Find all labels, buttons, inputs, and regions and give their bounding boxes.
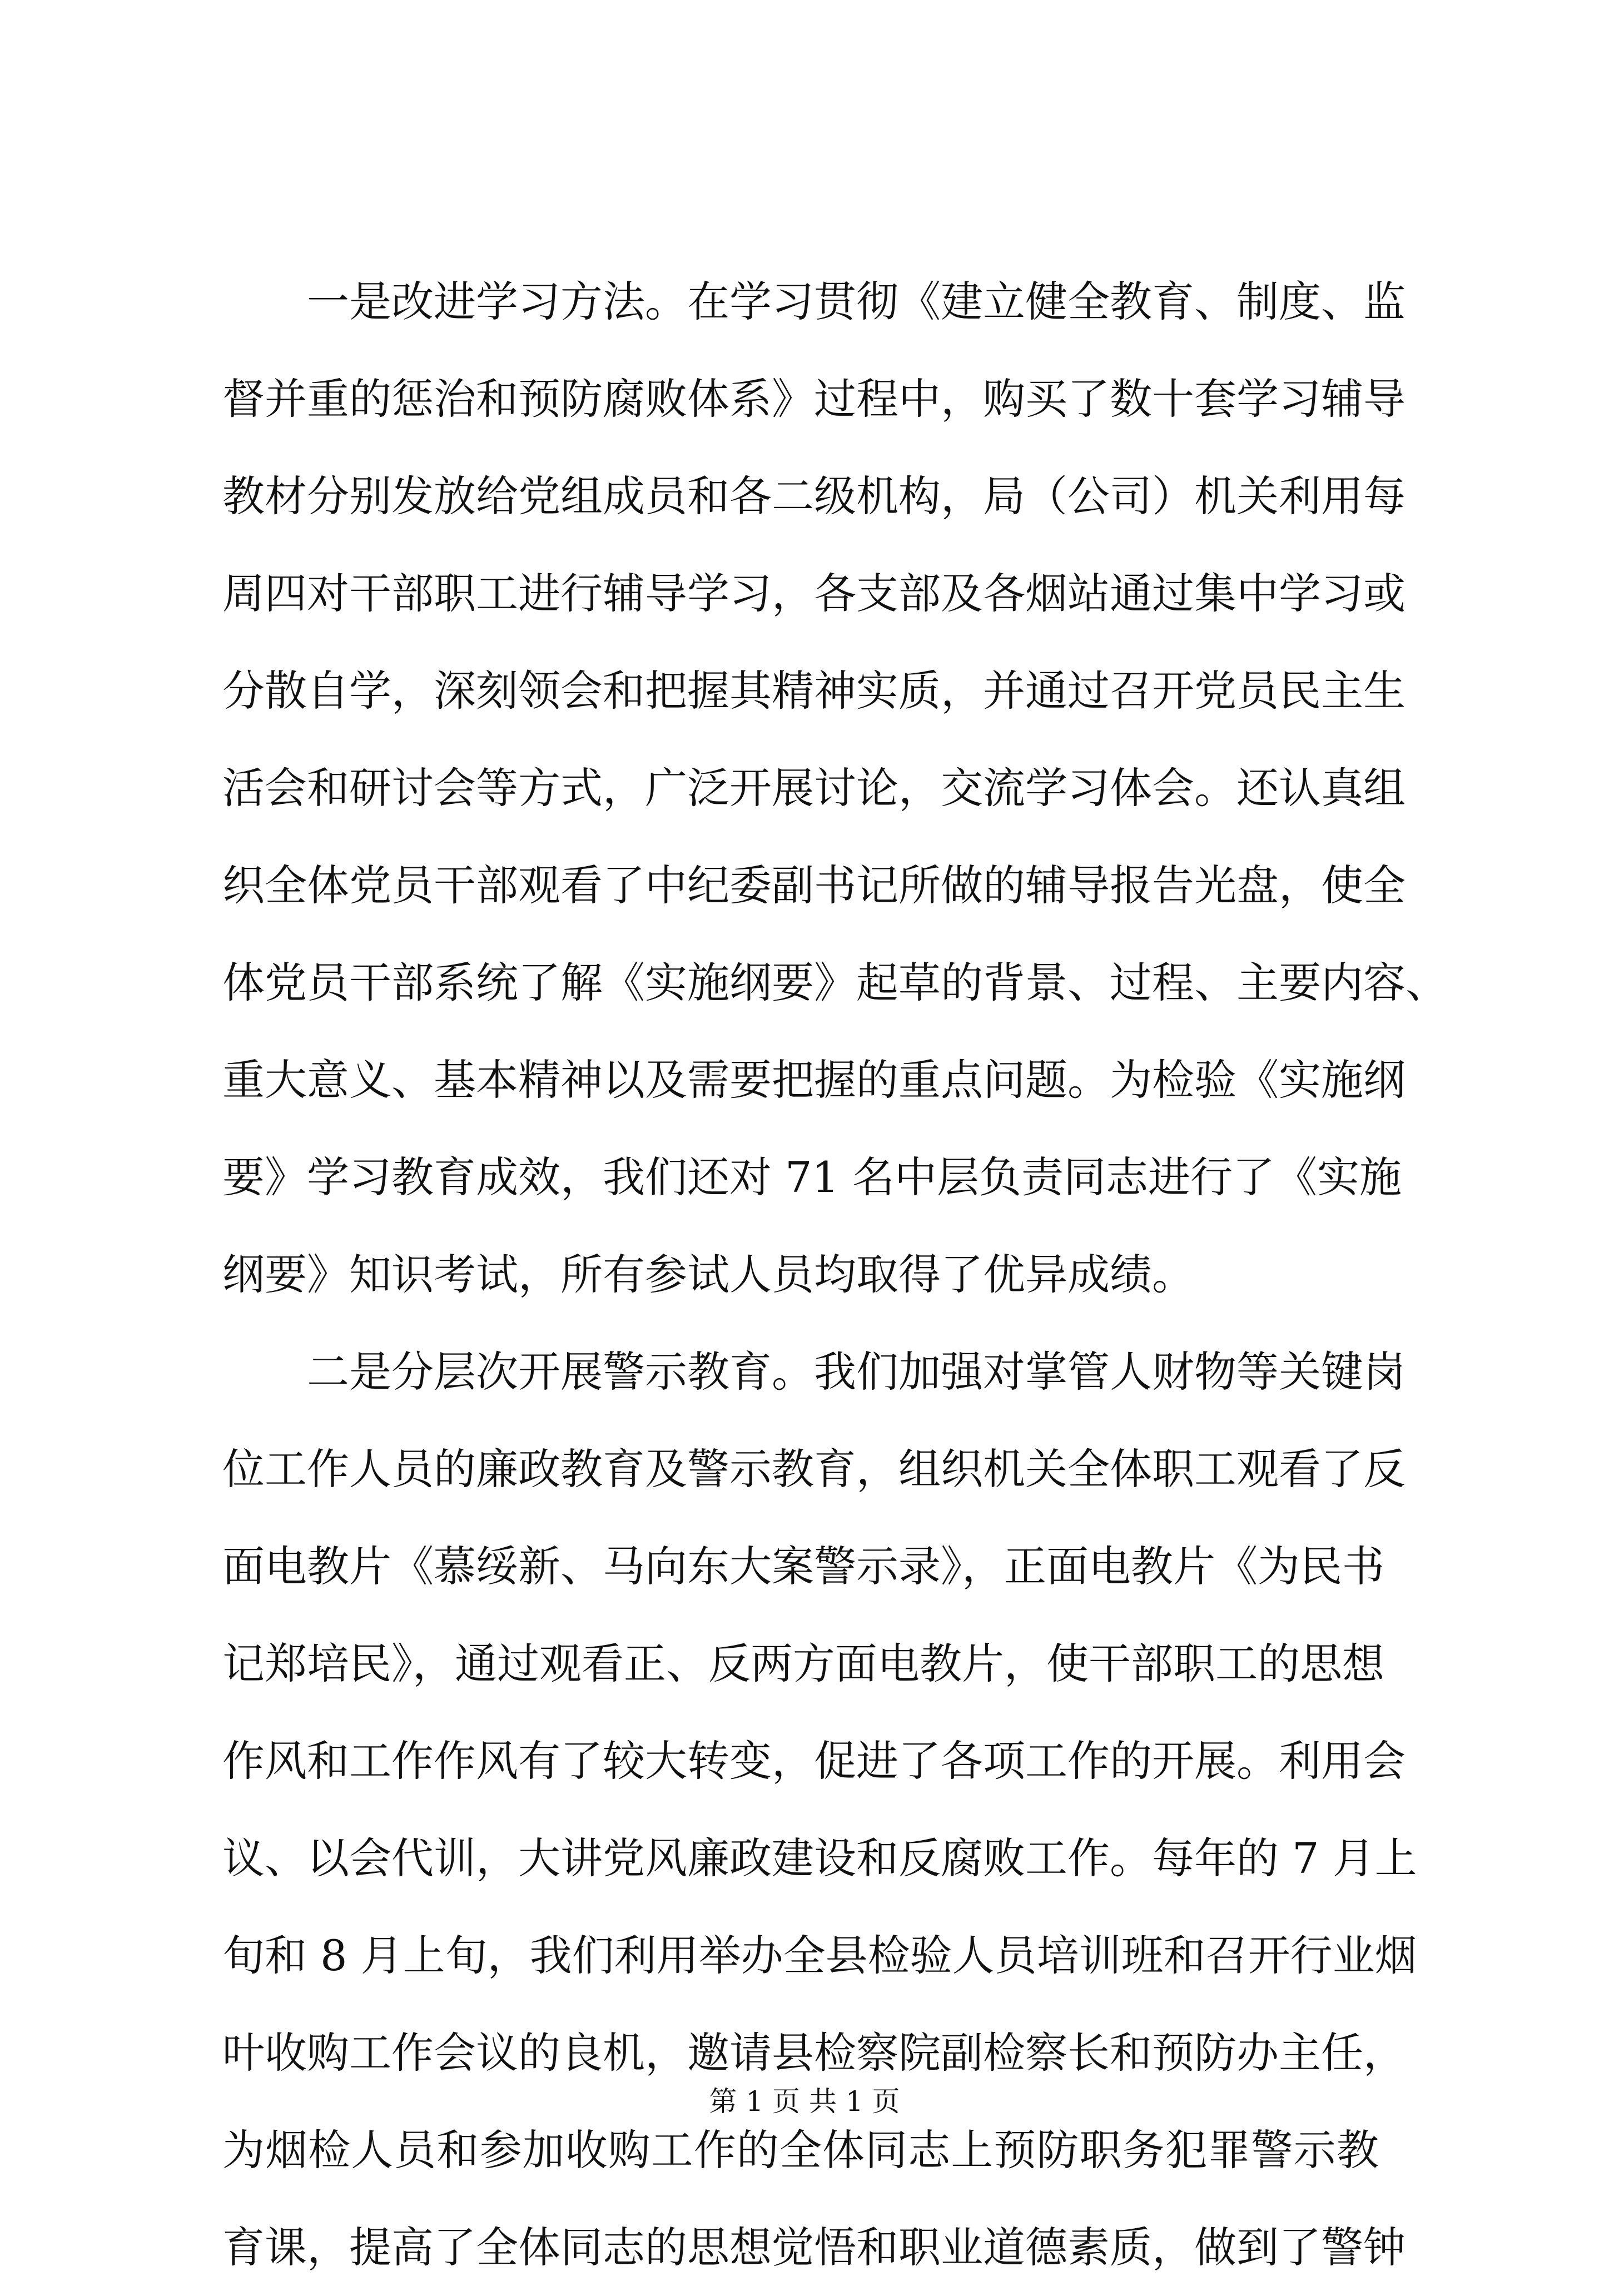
- paragraph-line: 一是改进学习方法。在学习贯彻《建立健全教育、制度、监: [307, 277, 1406, 326]
- paragraph-2: [222, 1323, 1417, 2296]
- paragraph-line: 位工作人员的廉政教育及警示教育，组织机关全体职工观看了反: [222, 1444, 1406, 1494]
- paragraph-line: 督并重的惩治和预防腐败体系》过程中，购买了数十套学习辅导: [222, 374, 1406, 424]
- paragraph-line: 体党员干部系统了解《实施纲要》起草的背景、过程、主要内容、: [222, 958, 1448, 1007]
- paragraph-line: 重大意义、基本精神以及需要把握的重点问题。为检验《实施纲: [222, 1055, 1406, 1105]
- paragraph-line: 记郑培民》，通过观看正、反两方面电教片，使干部职工的思想: [222, 1639, 1384, 1688]
- paragraph-line: 纲要》知识考试，所有参试人员均取得了优异成绩。: [222, 1250, 1194, 1299]
- paragraph-line: 二是分层次开展警示教育。我们加强对掌管人财物等关键岗: [307, 1347, 1406, 1397]
- paragraph-line: 教材分别发放给党组成员和各二级机构，局（公司）机关利用每: [222, 471, 1406, 521]
- paragraph-line: 要》学习教育成效，我们还对 71 名中层负责同志进行了《实施: [222, 1152, 1402, 1202]
- page-footer: [0, 2082, 1609, 2121]
- paragraph-line: 织全体党员干部观看了中纪委副书记所做的辅导报告光盘，使全: [222, 861, 1406, 910]
- body-text: [222, 253, 1448, 2296]
- paragraph-line: 为烟检人员和参加收购工作的全体同志上预防职务犯罪警示教: [222, 2125, 1379, 2175]
- paragraph-line: 作风和工作作风有了较大转变，促进了各项工作的开展。利用会: [222, 1736, 1406, 1786]
- page-number-label: 第 1 页 共 1 页: [709, 2085, 900, 2118]
- paragraph-line: 面电教片《慕绥新、马向东大案警示录》，正面电教片《为民书: [222, 1542, 1384, 1591]
- paragraph-1: [222, 253, 1448, 1323]
- paragraph-line: 育课，提高了全体同志的思想觉悟和职业道德素质，做到了警钟: [222, 2223, 1406, 2272]
- paragraph-line: 旬和 8 月上旬，我们利用举办全县检验人员培训班和召开行业烟: [222, 1931, 1417, 1980]
- paragraph-line: 叶收购工作会议的良机，邀请县检察院副检察长和预防办主任，: [222, 2028, 1406, 2078]
- paragraph-line: 分散自学，深刻领会和把握其精神实质，并通过召开党员民主生: [222, 666, 1406, 715]
- paragraph-line: 议、以会代训，大讲党风廉政建设和反腐败工作。每年的 7 月上: [222, 1833, 1417, 1883]
- paragraph-line: 周四对干部职工进行辅导学习，各支部及各烟站通过集中学习或: [222, 569, 1406, 618]
- paragraph-line: 活会和研讨会等方式，广泛开展讨论，交流学习体会。还认真组: [222, 763, 1406, 813]
